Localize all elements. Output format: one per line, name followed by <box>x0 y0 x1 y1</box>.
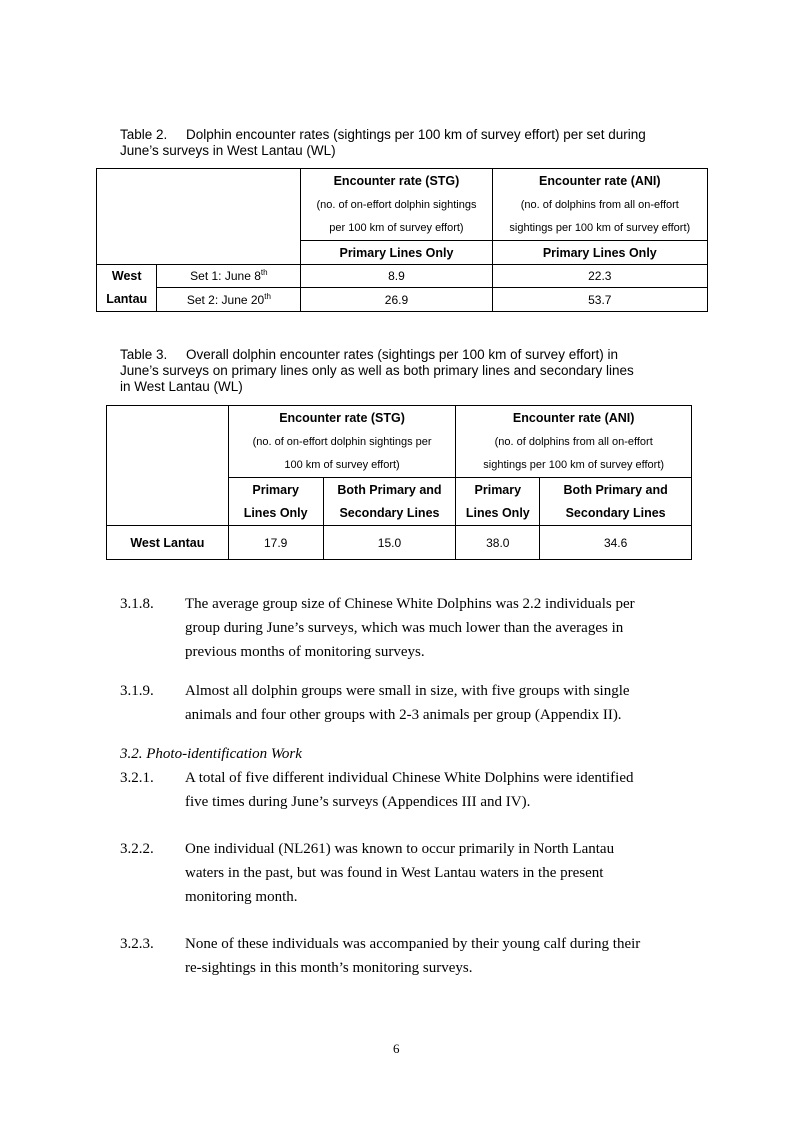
table2-caption-line2: June’s surveys in West Lantau (WL) <box>120 143 336 158</box>
paragraph-line: waters in the past, but was found in West Lantau waters in the present <box>185 865 604 881</box>
paragraph-line: group during June’s surveys, which was much lower than the averages in <box>185 620 624 636</box>
table2-row1-stg: 8.9 <box>301 265 492 288</box>
table3-col-ani-primary-1: Primary <box>456 478 540 502</box>
section-heading-3-2: 3.2. Photo-identification Work <box>120 746 302 762</box>
table2-row1-ani: 22.3 <box>492 265 707 288</box>
paragraph-3-1-8 <box>120 592 680 664</box>
table3-header-ani-sub2: sightings per 100 km of survey effort) <box>456 454 692 478</box>
table2-primary-ani: Primary Lines Only <box>492 241 707 265</box>
paragraph-number: 3.1.8. <box>120 596 154 612</box>
table2-row2-ani: 53.7 <box>492 288 707 312</box>
table2-header-stg: Encounter rate (STG) <box>301 169 492 193</box>
table3-col-ani-primary-2: Lines Only <box>456 502 540 526</box>
table3-value-stg-both: 15.0 <box>323 526 456 560</box>
paragraph-3-2-3 <box>120 932 690 980</box>
page-number: 6 <box>393 1041 400 1056</box>
table3-col-stg-both-2: Secondary Lines <box>323 502 456 526</box>
paragraph-line: five times during June’s surveys (Appendices III and IV). <box>185 794 531 810</box>
table3-header-stg-sub2: 100 km of survey effort) <box>228 454 456 478</box>
paragraph-number: 3.2.2. <box>120 841 154 857</box>
table3 <box>106 405 692 560</box>
paragraph-3-1-9 <box>120 679 680 727</box>
paragraph-line: One individual (NL261) was known to occur primarily in North Lantau <box>185 841 615 857</box>
table2-caption-label: Table 2. <box>120 127 168 142</box>
table2-header-ani-sub2: sightings per 100 km of survey effort) <box>492 217 707 241</box>
table3-caption <box>120 347 720 395</box>
table3-col-stg-primary-2: Lines Only <box>228 502 323 526</box>
table3-header-ani-sub1: (no. of dolphins from all on-effort <box>456 430 692 454</box>
table3-header-stg-sub1: (no. of on-effort dolphin sightings per <box>228 430 456 454</box>
table3-caption-line3: in West Lantau (WL) <box>120 379 243 394</box>
table2-header-ani: Encounter rate (ANI) <box>492 169 707 193</box>
table3-empty-corner <box>107 406 229 526</box>
table3-caption-line1: Overall dolphin encounter rates (sightings per 100 km of survey effort) in <box>186 347 618 362</box>
table2-row2-stg: 26.9 <box>301 288 492 312</box>
table3-caption-label: Table 3. <box>120 347 168 362</box>
table3-caption-line2: June’s surveys on primary lines only as well as both primary lines and secondary lines <box>120 363 634 378</box>
table3-header-stg: Encounter rate (STG) <box>228 406 456 430</box>
paragraph-3-2-1 <box>120 766 680 814</box>
paragraph-line: None of these individuals was accompanied by their young calf during their <box>185 936 641 952</box>
paragraph-line: The average group size of Chinese White Dolphins was 2.2 individuals per <box>185 596 635 612</box>
paragraph-number: 3.2.3. <box>120 936 154 952</box>
table3-row-label: West Lantau <box>107 526 229 560</box>
table3-col-stg-primary-1: Primary <box>228 478 323 502</box>
table3-header-ani: Encounter rate (ANI) <box>456 406 692 430</box>
table2-caption-line1: Dolphin encounter rates (sightings per 100 km of survey effort) per set during <box>186 127 646 142</box>
table2-caption <box>120 127 700 159</box>
paragraph-line: re-sightings in this month’s monitoring surveys. <box>185 960 473 976</box>
table3-value-stg-primary: 17.9 <box>228 526 323 560</box>
paragraph-number: 3.2.1. <box>120 770 154 786</box>
table2-row-head-west: West <box>97 265 157 288</box>
paragraph-line: Almost all dolphin groups were small in size, with five groups with single <box>185 683 630 699</box>
table3-col-ani-both-2: Secondary Lines <box>540 502 692 526</box>
table3-value-ani-both: 34.6 <box>540 526 692 560</box>
table3-col-ani-both-1: Both Primary and <box>540 478 692 502</box>
paragraph-3-2-2 <box>120 837 680 909</box>
paragraph-line: animals and four other groups with 2-3 animals per group (Appendix II). <box>185 707 622 723</box>
paragraph-line: monitoring month. <box>185 889 298 905</box>
table2 <box>96 168 708 312</box>
table3-value-ani-primary: 38.0 <box>456 526 540 560</box>
table2-header-ani-sub1: (no. of dolphins from all on-effort <box>492 193 707 217</box>
paragraph-number: 3.1.9. <box>120 683 154 699</box>
table2-empty-corner <box>97 169 301 265</box>
table3-col-stg-both-1: Both Primary and <box>323 478 456 502</box>
paragraph-line: A total of five different individual Chinese White Dolphins were identified <box>185 770 634 786</box>
table2-primary-stg: Primary Lines Only <box>301 241 492 265</box>
table2-row-head-lantau: Lantau <box>97 288 157 312</box>
table2-row1-set: Set 1: June 8th <box>157 265 301 288</box>
table2-header-stg-sub1: (no. of on-effort dolphin sightings <box>301 193 492 217</box>
paragraph-line: previous months of monitoring surveys. <box>185 644 425 660</box>
table2-header-stg-sub2: per 100 km of survey effort) <box>301 217 492 241</box>
table2-row2-set: Set 2: June 20th <box>157 288 301 312</box>
